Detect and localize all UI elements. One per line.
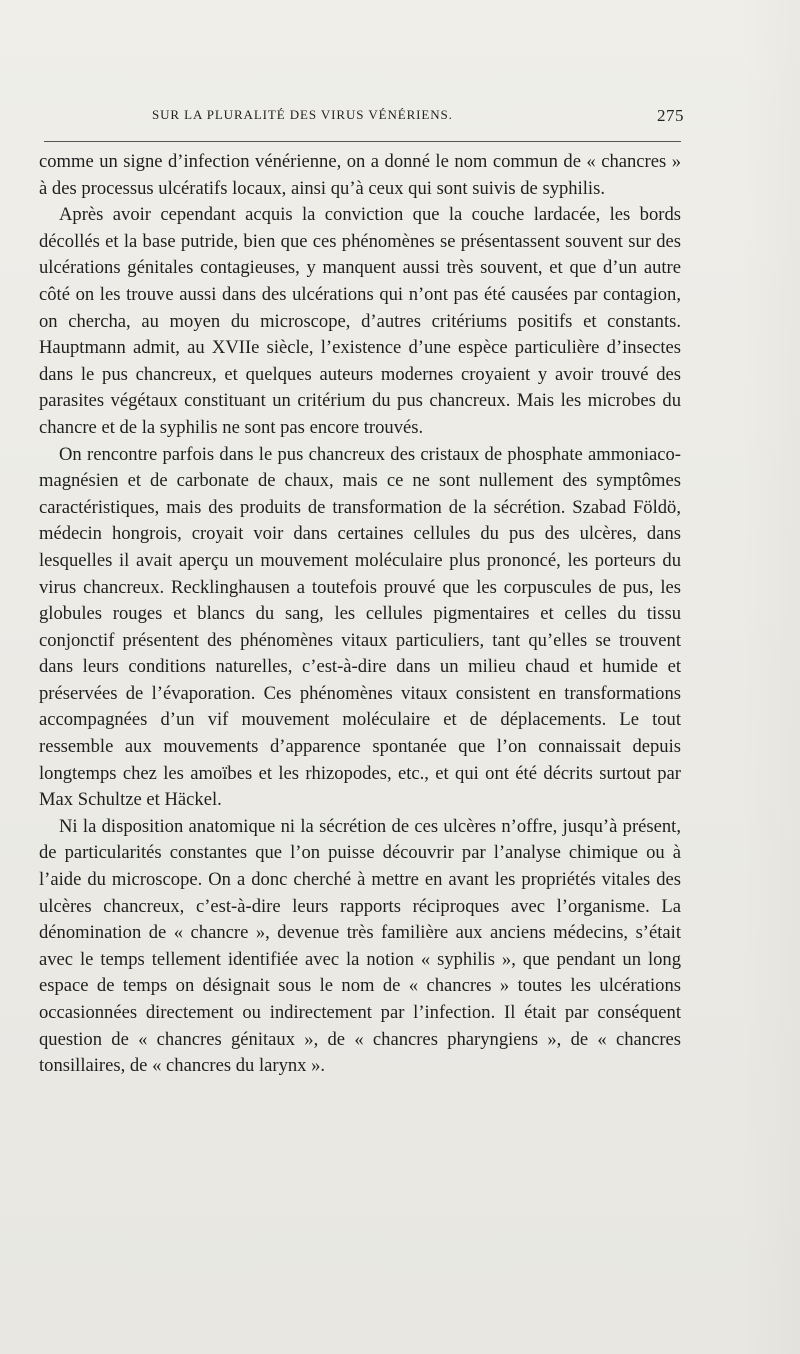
page-header: [40, 106, 684, 141]
page-number: 275: [657, 106, 684, 125]
page-edge-shading: [740, 0, 800, 1354]
running-title: SUR LA PLURALITÉ DES VIRUS VÉNÉRIENS.: [152, 107, 453, 122]
body-text: [39, 149, 681, 1080]
paragraph-2: Après avoir cependant acquis la conviction que la couche lardacée, les bords décollés et la base putride, bien que ces phénomènes se présentassent souvent sur des ulcérations génitales contagieuses, y manquent aussi très souvent, et que d’un autre côté on les trouve aussi dans des ulcérations qui n’ont pas été causées par contagion, on chercha, au moyen du microscope, d’autres critériums positifs et constants. Hauptmann admit, au XVIIe siècle, l’existence d’une espèce particulière d’insectes dans le pus chancreux, et quelques auteurs modernes croyaient y avoir trouvé des parasites végétaux constituant un critérium du pus chancreux. Mais les microbes du chancre et de la syphilis ne sont pas encore trouvés.: [39, 204, 681, 438]
paragraph-3: On rencontre parfois dans le pus chancreux des cristaux de phosphate ammoniaco-magnésien et de carbonate de chaux, mais ce ne sont nullement des symptômes caractéristiques, mais des produits de transformation de la sécrétion. Szabad Földö, médecin hongrois, croyait voir dans certaines cellules du pus des ulcères, dans lesquelles il avait aperçu un mouvement moléculaire plus prononcé, les porteurs du virus chancreux. Recklinghausen a toutefois prouvé que les corpuscules de pus, les globules rouges et blancs du sang, les cellules pigmentaires et celles du tissu conjonctif présentent des phénomènes vitaux particuliers, tant qu’elles se trouvent dans leurs conditions naturelles, c’est-à-dire dans un milieu chaud et humide et préservées de l’évaporation. Ces phénomènes vitaux consistent en transformations accompagnées d’un vif mouvement moléculaire et de déplacements. Le tout ressemble aux mouvements d’apparence spontanée que l’on connaissait depuis longtemps chez les amoïbes et les rhizopodes, etc., et qui ont été décrits surtout par Max Schultze et Häckel.: [39, 443, 681, 811]
header-rule: [44, 141, 681, 142]
paragraph-4: Ni la disposition anatomique ni la sécrétion de ces ulcères n’offre, jusqu’à présent, de particularités constantes que l’on puisse découvrir par l’analyse chimique ou à l’aide du microscope. On a donc cherché à mettre en avant les propriétés vitales des ulcères chancreux, c’est-à-dire leurs rapports réciproques avec l’organisme. La dénomination de « chancre », devenue très familière aux anciens médecins, s’était avec le temps tellement identifiée avec la notion « syphilis », que pendant un long espace de temps on désignait sous le nom de « chancres » toutes les ulcérations occasionnées directement ou indirectement par l’infection. Il était par conséquent question de « chancres génitaux », de « chancres pharyngiens », de « chancres tonsillaires, de « chancres du larynx ».: [39, 815, 681, 1077]
paragraph-1: comme un signe d’infection vénérienne, on a donné le nom commun de « chancres » à des processus ulcératifs locaux, ainsi qu’à ceux qui sont suivis de syphilis.: [39, 151, 681, 199]
